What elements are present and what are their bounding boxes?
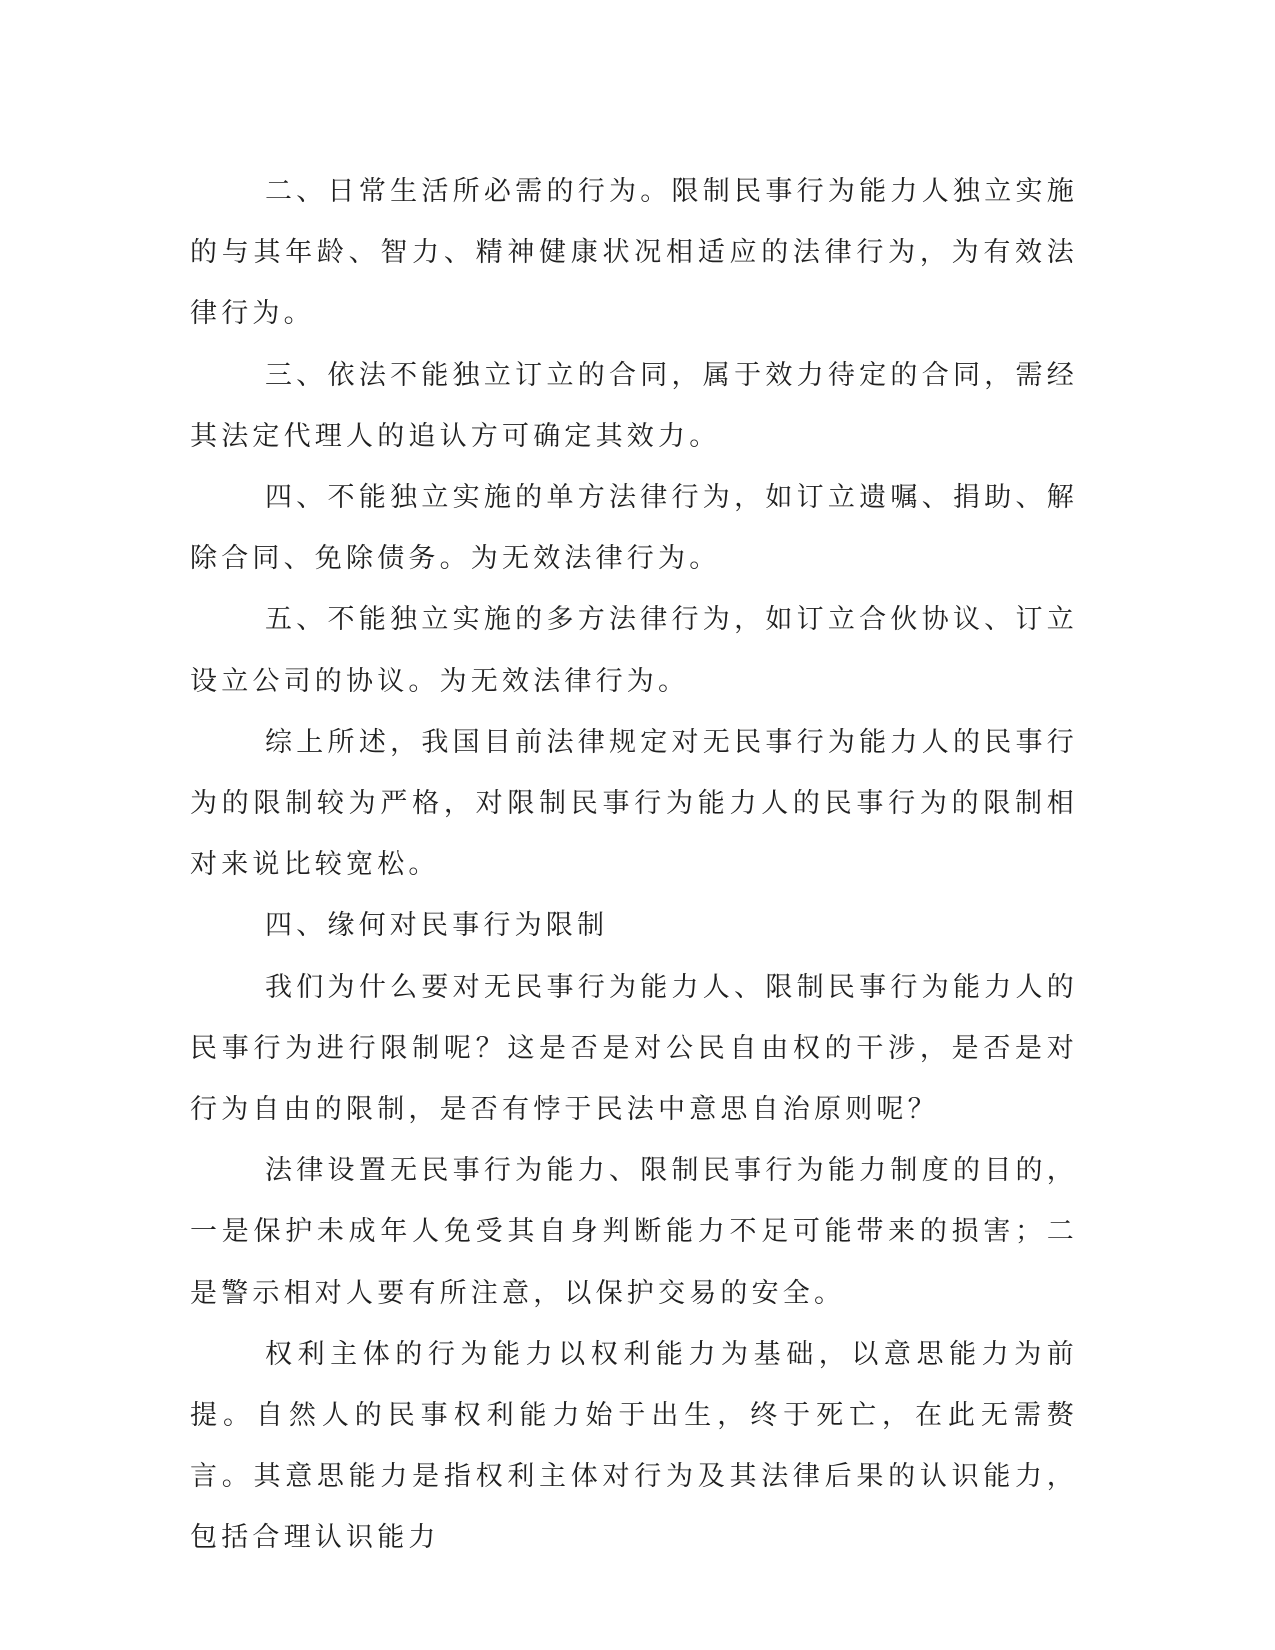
paragraph-purpose: 法律设置无民事行为能力、限制民事行为能力制度的目的，一是保护未成年人免受其自身判断能力不足可能带来的损害；二是警示相对人要有所注意，以保护交易的安全。 [190,1155,1078,1309]
paragraph-why-restrict: 我们为什么要对无民事行为能力人、限制民事行为能力人的民事行为进行限制呢？这是否是对公民自由权的干涉，是否是对行为自由的限制，是否有悖于民法中意思自治原则呢？ [190,971,1078,1126]
paragraph-contracts: 三、依法不能独立订立的合同，属于效力待定的合同，需经其法定代理人的追认方可确定其效力。 [190,359,1078,452]
paragraph-unilateral-acts: 四、不能独立实施的单方法律行为，如订立遗嘱、捐助、解除合同、免除债务。为无效法律行为。 [190,482,1078,575]
paragraph-daily-life-acts: 二、日常生活所必需的行为。限制民事行为能力人独立实施的与其年龄、智力、精神健康状况相适应的法律行为，为有效法律行为。 [190,176,1078,330]
section-heading: 四、缘何对民事行为限制 [265,910,609,942]
paragraph-summary: 综上所述，我国目前法律规定对无民事行为能力人的民事行为的限制较为严格，对限制民事行为能力人的民事行为的限制相对来说比较宽松。 [190,726,1078,881]
paragraph-capacity-basis: 权利主体的行为能力以权利能力为基础，以意思能力为前提。自然人的民事权利能力始于出生，终于死亡，在此无需赘言。其意思能力是指权利主体对行为及其法律后果的认识能力，包括合理认识能力 [190,1338,1078,1554]
paragraph-multilateral-acts: 五、不能独立实施的多方法律行为，如订立合伙协议、订立设立公司的协议。为无效法律行为。 [190,604,1078,697]
document-body [190,161,1078,1569]
